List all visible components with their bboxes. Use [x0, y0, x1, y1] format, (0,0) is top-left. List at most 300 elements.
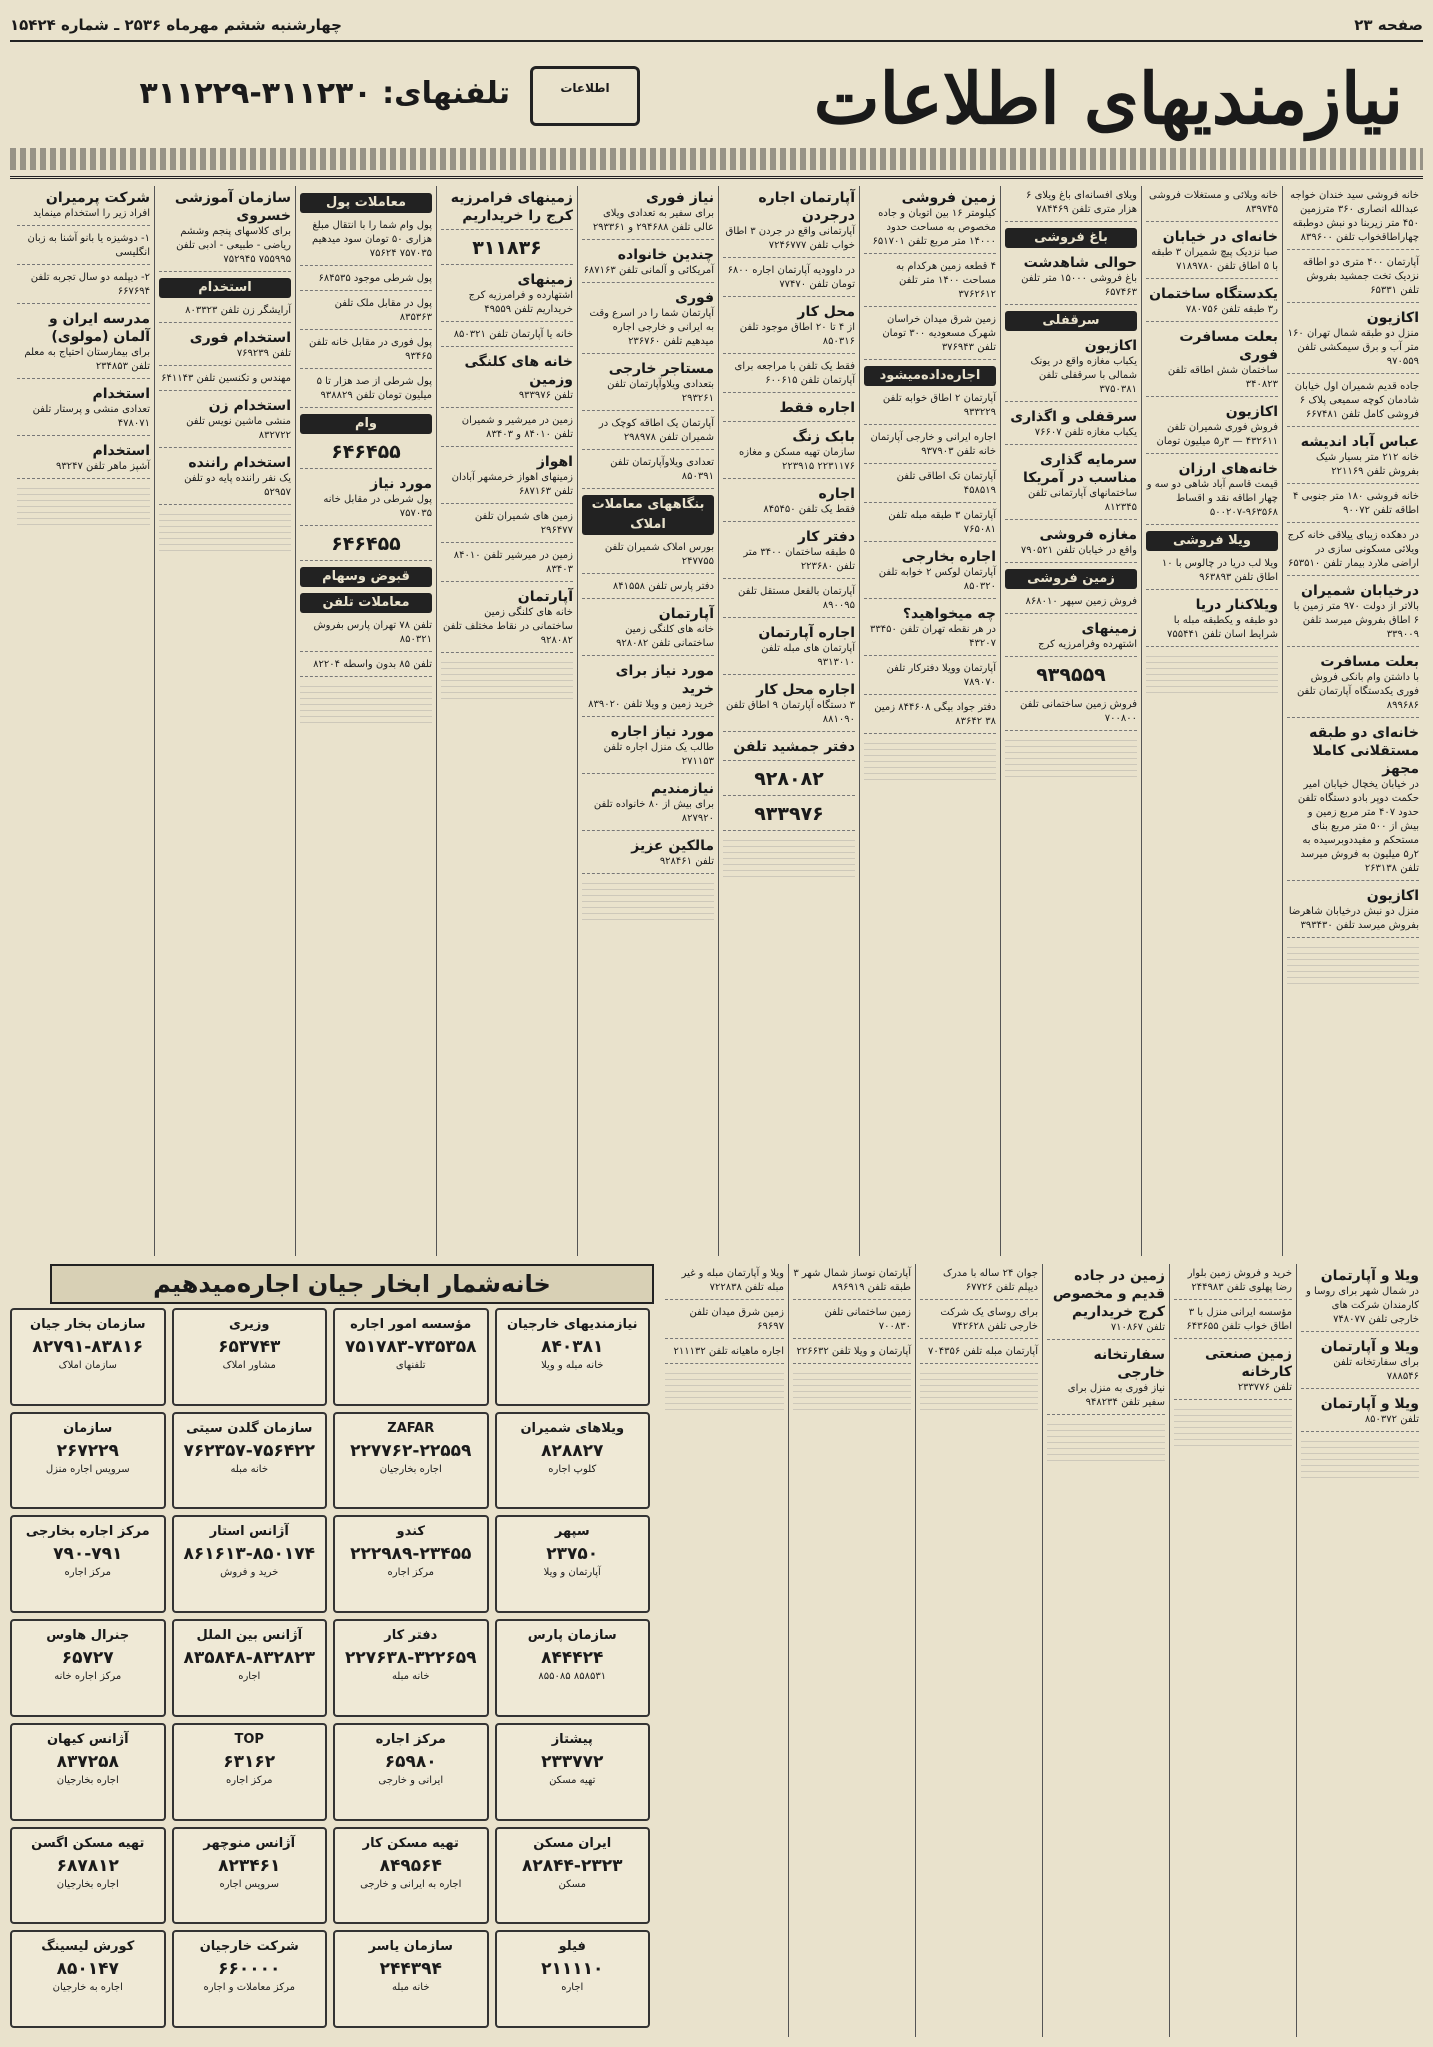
agency-name: TOP — [234, 1731, 264, 1747]
classified-ad — [17, 385, 150, 436]
ad-body: مهندس و تکنسین تلفن ۶۴۱۱۴۳ — [161, 373, 291, 384]
agency-ad-box — [333, 1515, 489, 1613]
agency-subtitle: سازمان املاک — [58, 1360, 117, 1371]
ad-body: ویلا لب دریا در چالوس با ۱۰ اطاق تلفن ۹۶۳۸۹۳ — [1161, 558, 1278, 583]
ad-body: پول وام شما را با انتقال مبلغ هزاری ۵۰ تومان سود میدهیم ۷۵۷۰۳۵ ۷۵۶۲۴ — [312, 220, 432, 259]
ad-body: آپارتمان ۴۰۰ متری دو اطاقه نزدیک تخت جمشید بفروش تلفن ۶۵۳۳۱ — [1302, 257, 1419, 296]
agency-phone: ۸۲۷۹۱-۸۳۸۱۶ — [32, 1337, 144, 1357]
classified-ad — [582, 417, 714, 450]
ad-body: ۱- دوشیزه یا بانو آشنا به زبان انگلیسی — [27, 233, 150, 258]
ad-body: آپارتمان و ویلا تلفن ۲۲۶۶۳۲ — [796, 1346, 911, 1357]
classified-ad — [723, 189, 855, 258]
classified-ad — [864, 431, 996, 464]
ad-body: دفتر جواد بیگی ۸۴۴۶۰۸ زمین ۳۸ ۸۳۶۴۲ — [874, 702, 996, 727]
ad-body: برای بیمارستان احتیاج به معلم تلفن ۲۳۴۸۵۳ — [24, 347, 150, 372]
agency-subtitle: سرویس اجاره منزل — [45, 1463, 130, 1475]
ad-headline: نیاز فوری — [646, 190, 714, 206]
agency-ad-box — [495, 1723, 651, 1821]
section-heading: باغ فروشی — [1005, 228, 1137, 248]
agency-subtitle: اجاره بخارجیان — [379, 1463, 442, 1475]
ad-body: آشپز ماهر تلفن ۹۳۲۴۷ — [55, 461, 150, 472]
classified-ad — [864, 605, 996, 656]
classified-ad — [793, 1345, 911, 1364]
classified-column — [1042, 1264, 1169, 2037]
classified-ad — [1047, 1346, 1165, 1415]
agency-ad-box — [10, 1723, 166, 1821]
page-header-line — [10, 10, 1423, 42]
ad-body: در داوودیه آپارتمان اجاره ۶۸۰۰ تومان تلفن ۷۷۴۷۰ — [727, 265, 855, 290]
classified-ad — [864, 701, 996, 734]
classified-ad — [441, 414, 573, 447]
classified-ad — [17, 232, 150, 265]
ad-body: زمین شرق میدان تلفن ۶۹۶۹۷ — [689, 1307, 784, 1332]
classified-ad — [723, 767, 855, 796]
ad-headline: فوری — [675, 290, 714, 306]
classified-ad — [1005, 526, 1137, 563]
classified-ad — [300, 297, 432, 330]
classified-ad — [300, 272, 432, 291]
ad-phone-number: ۹۲۸۰۸۲ — [754, 768, 824, 790]
classified-ad — [1005, 189, 1137, 222]
agency-subtitle: اجاره بخارجیان — [56, 1774, 119, 1786]
classified-ad — [793, 1306, 911, 1339]
section-heading: معاملات پول — [300, 193, 432, 213]
agency-name: نیازمندیهای خارجیان — [506, 1317, 638, 1332]
classified-ad — [1287, 529, 1419, 576]
classified-ad — [582, 289, 714, 354]
classified-ad — [1146, 228, 1278, 279]
ad-body: صبا نزدیک پیچ شمیران ۳ طبقه با ۵ اطاق تلفن ۷۱۸۹۷۸۰ — [1151, 247, 1278, 272]
ad-body: منزل دو نبش درخیابان شاهرضا بفروش میرسد تلفن ۳۹۳۴۳۰ — [1288, 906, 1419, 931]
ad-body: بالاتر از دولت ۹۷۰ متر زمین با ۶ اطاق بفروش میرسد تلفن ۳۳۹۰۰۹ — [1293, 601, 1419, 640]
ad-headline: ویلا و آپارتمان — [1320, 1396, 1419, 1412]
ad-body: زمینهای اهواز خرمشهر آبادان تلفن ۶۸۷۱۶۳ — [451, 472, 573, 497]
section-heading: قبوض وسهام — [300, 567, 432, 587]
ad-headline: اکازیون — [1366, 888, 1419, 904]
classified-ad — [300, 440, 432, 469]
ad-body: خانه های کلنگی زمین ساختمانی در نقاط مختلف تلفن ۹۲۸۰۸۲ — [443, 607, 573, 646]
ad-headline: ویلا و آپارتمان — [1320, 1268, 1419, 1284]
ad-headline: ویلاکنار دریا — [1195, 597, 1278, 613]
agency-ad-box — [172, 1723, 328, 1821]
agency-phone: ۶۵۳۷۴۳ — [218, 1337, 281, 1357]
ad-body: اجاره ایرانی و خارجی آپارتمان خانه تلفن ۹۳۷۹۰۳ — [870, 432, 996, 457]
fine-print-filler — [920, 1370, 1038, 1410]
agency-ad-box — [172, 1412, 328, 1510]
classified-ad — [441, 353, 573, 408]
agency-ad-box — [333, 1619, 489, 1717]
agency-subtitle: خانه مبله و ویلا — [541, 1360, 604, 1371]
newspaper-page — [10, 10, 1423, 2037]
ad-headline: درخیابان شمیران — [1301, 583, 1419, 599]
classified-ad — [582, 360, 714, 411]
agency-subtitle: اجاره — [561, 1982, 584, 1994]
classified-ad — [920, 1267, 1038, 1300]
classified-ad — [793, 1267, 911, 1300]
classified-ad — [665, 1267, 784, 1300]
agency-ad-box — [333, 1930, 489, 2028]
agency-name: مؤسسه امور اجاره — [350, 1317, 472, 1332]
masthead — [10, 46, 1423, 179]
ad-body: ۵ طبقه ساختمان ۳۴۰۰ متر تلفن ۲۲۳۶۸۰ — [743, 547, 855, 572]
agency-ad-box — [172, 1515, 328, 1613]
agencies-banner: خانه‌شمار ابخار جیان اجاره‌میدهیم — [50, 1264, 654, 1304]
agency-subtitle: مرکز اجاره — [387, 1567, 434, 1579]
ad-body: آپارتمانی واقع در جردن ۳ اطاق خواب تلفن ۷۲۴۶۷۷۷ — [725, 226, 855, 251]
agency-phone: ۲۳۷۵۰ — [546, 1544, 599, 1565]
classified-ad — [1287, 309, 1419, 374]
agency-ad-box — [495, 1412, 651, 1510]
ad-body: زمین های شمیران تلفن ۲۹۶۴۷۷ — [474, 511, 573, 536]
agency-ad-box — [172, 1308, 328, 1406]
agency-name: سازمان پارس — [527, 1628, 617, 1644]
agency-subtitle: اجاره بخارجیان — [56, 1878, 119, 1890]
agency-phone: ۷۹۰-۷۹۱ — [53, 1544, 123, 1565]
classified-ad — [1005, 337, 1137, 402]
ad-body: ۲- دیپلمه دو سال تجربه تلفن ۶۶۷۶۹۴ — [30, 272, 150, 297]
ad-body: کیلومتر ۱۶ بین اتوبان و جاده مخصوص به مساحت حدود ۱۴۰۰۰ متر مربع تلفن ۶۵۱۷۰۱ — [872, 208, 996, 247]
classified-ad — [864, 313, 996, 360]
ad-headline: نیازمندیم — [651, 781, 714, 797]
ad-body: در دهکده زیبای ییلاقی خانه کرج ویلائی مسکونی سازی در اراضی ملارد بیمار تلفن ۶۵۳۵۱۰ — [1287, 530, 1419, 569]
ad-headline: اکازیون — [1366, 310, 1419, 326]
agency-subtitle: مسکن — [558, 1878, 586, 1890]
classified-column — [13, 186, 154, 1256]
agency-name: کندو — [396, 1524, 425, 1540]
classified-ad — [582, 456, 714, 489]
agency-phone: ۲۶۷۲۲۹ — [56, 1440, 119, 1461]
ad-body: جوان ۲۴ ساله با مدرک دیپلم تلفن ۶۷۷۲۶ — [943, 1268, 1038, 1293]
ad-headline: استخدام — [92, 386, 150, 402]
classified-ad — [723, 399, 855, 422]
classified-ad — [300, 219, 432, 266]
classified-column — [718, 186, 859, 1256]
classified-ad — [17, 189, 150, 226]
ad-body: افراد زیر را استخدام مینماید — [33, 208, 150, 219]
ad-headline: سفارتخانه خارجی — [1093, 1347, 1165, 1381]
ad-headline: مورد نیاز برای خرید — [615, 663, 714, 697]
ad-headline: اهواز — [536, 454, 573, 470]
agency-ad-box — [495, 1930, 651, 2028]
ad-headline: ویلا و آپارتمان — [1320, 1339, 1419, 1355]
classified-ad — [1287, 189, 1419, 250]
classified-ad — [723, 624, 855, 675]
agency-ad-box — [333, 1308, 489, 1406]
ad-body: تعدادی منشی و پرستار تلفن ۴۷۸۰۷۱ — [32, 404, 150, 429]
ad-body: ویلا و آپارتمان مبله و غیر مبله تلفن ۷۲۲۸۳۸ — [681, 1268, 784, 1293]
ad-body: با داشتن وام بانکی فروش فوری یکدستگاه آپارتمان تلفن ۸۹۹۶۸۶ — [1296, 672, 1419, 711]
ad-headline: بعلت مسافرت — [1320, 654, 1419, 670]
fine-print-filler — [1174, 1406, 1292, 1446]
agency-ad-box — [495, 1619, 651, 1717]
ad-body: آپارتمان لوکس ۲ خوابه تلفن ۸۵۰۳۲۰ — [878, 567, 996, 592]
ad-body: فقط یک تلفن ۸۴۵۴۵۰ — [763, 504, 855, 515]
ad-headline: بعلت مسافرت فوری — [1179, 329, 1278, 363]
agency-phone: ۲۲۷۶۳۸-۳۲۲۶۵۹ — [344, 1648, 477, 1669]
agency-subtitle: تهیه مسکن — [549, 1774, 596, 1786]
ad-body: خانه فروشی سید خندان خواجه عبدالله انصاری ۳۶۰ مترزمین ۴۵۰ متر زیربنا دو نبش دوطبقه چهاراطاقخواب تلفن ۸۳۹۶۰۰ — [1290, 190, 1419, 243]
ad-body: برای سفارتخانه تلفن ۷۸۸۵۴۶ — [1333, 1357, 1419, 1382]
classified-column — [1282, 186, 1423, 1256]
classified-ad — [1287, 490, 1419, 523]
ad-body: یکباب مغازه تلفن ۷۶۶۰۷ — [1034, 427, 1137, 438]
ad-headline: اکازیون — [1084, 338, 1137, 354]
ad-body: خانه فروشی ۱۸۰ متر جنوبی ۴ اطاقه تلفن ۹۰۰۷۲ — [1293, 491, 1419, 516]
ad-headline: محل کار — [797, 304, 855, 320]
classified-ad — [1005, 620, 1137, 657]
classified-ad — [1005, 451, 1137, 520]
agency-name: مرکز اجاره بخارجی — [25, 1524, 150, 1540]
ad-body: تلفن ۹۲۸۴۶۱ — [659, 856, 714, 867]
agency-name: ZAFAR — [387, 1420, 435, 1436]
fine-print-filler — [1047, 1421, 1165, 1461]
ad-body: آپارتمان تک اطاقی تلفن ۴۵۸۵۱۹ — [896, 471, 996, 496]
agency-subtitle: مرکز اجاره — [64, 1567, 111, 1579]
ad-body: پول شرطی موجود ۶۸۴۵۳۵ — [318, 273, 432, 284]
ad-headline: اجاره آپارتمان — [758, 625, 855, 641]
ad-body: ویلای افسانه‌ای باغ ویلای ۶ هزار متری تلفن ۷۸۴۴۶۹ — [1026, 190, 1137, 215]
ad-headline: خانه‌ای در خیابان — [1162, 229, 1278, 245]
classified-ad — [864, 509, 996, 542]
agency-name: سپهر — [554, 1524, 590, 1540]
ad-body: تلفن ۷۶۹۲۳۹ — [236, 348, 291, 359]
ad-body: زمین در میرشیر تلفن ۸۴۰۱۰ ۸۳۴۰۳ — [453, 550, 573, 575]
masthead-phones: تلفنهای: ۳۱۱۲۳۰-۳۱۱۲۲۹ — [139, 76, 510, 111]
ad-headline: سرمایه گذاری مناسب در آمریکا — [1022, 452, 1137, 486]
ad-body: خانه ویلائی و مستغلات فروشی ۸۳۹۷۴۵ — [1149, 190, 1278, 215]
fine-print-filler — [665, 1370, 784, 1410]
agency-phone: ۸۴۰۳۸۱ — [541, 1337, 604, 1357]
agency-name: وزیری — [229, 1317, 270, 1332]
classified-ad — [582, 189, 714, 240]
agency-phone: ۸۵۰۱۴۷ — [56, 1959, 119, 1980]
classified-ad — [864, 189, 996, 254]
ad-body: از ۴ تا ۲۰ اطاق موجود تلفن ۸۵۰۳۱۶ — [739, 322, 855, 347]
ad-body: فقط یک تلفن با مراجعه برای آپارتمان تلفن ۶۰۰۶۱۵ — [734, 361, 855, 386]
agency-subtitle: آپارتمان و ویلا — [543, 1567, 601, 1579]
classified-ad — [1005, 408, 1137, 445]
ad-headline: چندین خانواده — [617, 247, 714, 263]
ad-body: آپارتمان مبله تلفن ۷۰۴۳۵۶ — [928, 1346, 1038, 1357]
fine-print-filler — [441, 659, 573, 699]
ad-body: برای کلاسهای پنجم وششم ریاضی - طبیعی - ادبی تلفن ۷۵۵۹۹۵ ۷۵۲۹۴۵ — [176, 226, 291, 265]
classified-ad — [1174, 1267, 1292, 1300]
fine-print-filler — [1146, 653, 1278, 693]
classified-ad — [17, 310, 150, 379]
classified-ad — [300, 532, 432, 561]
ad-headline: زمین صنعتی کارخانه — [1205, 1346, 1292, 1380]
ad-headline: اجاره محل کار — [756, 682, 855, 698]
classified-ad — [1146, 557, 1278, 590]
agency-name: ایران مسکن — [533, 1835, 612, 1851]
classified-column — [661, 1264, 788, 2037]
agency-phone: ۲۲۲۹۸۹-۲۳۴۵۵ — [350, 1544, 472, 1565]
agency-ad-box — [10, 1930, 166, 2028]
agency-subtitle: اجاره — [238, 1671, 261, 1683]
agency-ad-box — [495, 1515, 651, 1613]
fine-print-filler — [1005, 737, 1137, 777]
classified-ad — [723, 585, 855, 618]
classified-ad — [582, 723, 714, 774]
ad-phone-number: ۹۳۹۵۵۹ — [1036, 664, 1106, 686]
classified-ad — [864, 392, 996, 425]
ad-body: باغ‌ فروشی ۱۵۰۰۰ متر تلفن ۶۵۷۴۶۳ — [1021, 273, 1137, 298]
classified-ad — [1287, 653, 1419, 718]
classified-ad — [1287, 433, 1419, 484]
agency-box-grid — [10, 1308, 650, 2028]
classified-ad — [159, 189, 291, 272]
ad-headline: اجاره بخارجی — [901, 549, 996, 565]
agency-subtitle: مشاور املاک — [222, 1360, 276, 1371]
ad-body: برای بیش از ۸۰ خانواده تلفن ۸۲۷۹۲۰ — [593, 799, 714, 824]
ad-headline: زمینهای — [517, 272, 573, 288]
agency-subtitle: ۸۵۸۵۳۱ ۸۵۵۰۸۵ — [538, 1671, 607, 1683]
agency-ad-box — [495, 1827, 651, 1925]
agency-ad-box — [333, 1412, 489, 1510]
ad-headline: اکازیون — [1225, 404, 1278, 420]
agency-name: سازمان یاسر — [368, 1939, 453, 1955]
classified-column — [788, 1264, 915, 2037]
classified-columns — [10, 186, 1423, 1256]
ad-body: پول در مقابل ملک تلفن ۸۳۵۳۶۳ — [334, 298, 432, 323]
ad-body: نیاز فوری به منزل برای سفیر تلفن ۹۴۸۲۳۴ — [1067, 1383, 1165, 1408]
ad-headline: مالکین عزیز — [631, 838, 714, 854]
ad-body: منشی ماشین نویس تلفن ۸۳۲۷۲۲ — [186, 416, 291, 441]
agency-phone: ۸۲۸۸۲۷ — [541, 1440, 604, 1461]
ad-headline: سازمان آموزشی خسروی — [174, 190, 291, 224]
classified-ad — [723, 681, 855, 732]
agency-ad-box — [10, 1308, 166, 1406]
ad-headline: مدرسه ایران و آلمان (مولوی) — [48, 311, 150, 345]
ad-body: مؤسسه ایرانی منزل با ۳ اطاق خواب تلفن ۶۴۳۶۵۵ — [1186, 1307, 1292, 1332]
ad-body: اشتهارده و فرامرزیه کرج خریداریم تلفن ۴۹۵۵۹ — [468, 290, 573, 315]
classified-ad — [582, 837, 714, 874]
classified-ad — [864, 662, 996, 695]
ad-headline: خانه های کلنگی وزمین — [464, 354, 573, 388]
agency-name: آژانس استار — [209, 1524, 289, 1540]
agency-phone: ۶۶۰۰۰۰ — [218, 1959, 281, 1980]
classified-ad — [441, 453, 573, 504]
ad-body: جاده قدیم شمیران اول خیابان شادمان کوچه سمیعی پلاک ۶ فروشی کامل تلفن ۶۶۷۴۸۱ — [1294, 381, 1419, 420]
ad-body: بتعدادی ویلاوآپارتمان تلفن ۲۹۳۲۶۱ — [607, 379, 714, 404]
fine-print-filler — [300, 683, 432, 723]
agency-ad-box — [10, 1515, 166, 1613]
classified-column — [295, 186, 436, 1256]
section-heading: زمین فروشی — [1005, 569, 1137, 589]
agency-subtitle: اجاره به خارجیان — [52, 1982, 123, 1994]
fine-print-filler — [159, 511, 291, 551]
ad-body: خرید زمین و ویلا تلفن ۸۳۹۰۲۰ — [588, 699, 714, 710]
classified-column — [1141, 186, 1282, 1256]
issue-date: چهارشنبه ششم مهرماه ۲۵۳۶ ـ شماره ۱۵۴۲۴ — [10, 16, 342, 34]
classified-ad — [1287, 724, 1419, 881]
ad-body: یکباب مغازه واقع در یونک شمالی با سرقفلی تلفن ۳۷۵۰۳۸۱ — [1030, 356, 1137, 395]
agency-phone: ۷۵۱۷۸۳-۷۳۵۳۵۸ — [344, 1337, 477, 1357]
agency-name: تهیه مسکن کار — [362, 1835, 459, 1851]
ad-headline: مورد نیاز اجاره — [610, 724, 714, 740]
ad-headline: زمینهای — [1081, 621, 1137, 637]
ad-body: فروش زمین سپهر ۸۶۸۰۱۰ — [1025, 596, 1137, 607]
classified-ad — [159, 304, 291, 323]
classified-ad — [723, 528, 855, 579]
agency-phone: ۸۲۸۴۴-۲۳۲۳ — [522, 1855, 623, 1876]
agency-subtitle: تلفنهای — [395, 1360, 426, 1371]
classified-column — [1296, 1264, 1423, 2037]
agency-name: مرکز اجاره — [375, 1731, 446, 1747]
classified-column — [577, 186, 718, 1256]
ad-body: اجاره ماهیانه تلفن ۲۱۱۱۳۲ — [673, 1346, 784, 1357]
ad-headline: حوالی شاهدشت — [1023, 255, 1137, 271]
classified-ad — [17, 442, 150, 479]
ad-headline: آپارتمان — [517, 589, 573, 605]
ad-body: تلفن ۸۵ بدون واسطه ۸۲۲۰۴ — [313, 659, 432, 670]
classified-ad — [1174, 1345, 1292, 1400]
ad-body: تلفن ۲۳۳۷۷۶ — [1237, 1382, 1292, 1393]
classified-ad — [1287, 887, 1419, 938]
ad-body: زمین ساختمانی تلفن ۷۰۰۸۳۰ — [824, 1307, 911, 1332]
ad-headline: دفتر کار — [797, 529, 855, 545]
classified-ad — [441, 549, 573, 582]
ad-headline: دفتر جمشید تلفن — [733, 739, 855, 755]
ad-body: تلفن ۸۵۰۳۷۲ — [1364, 1414, 1419, 1425]
ad-headline: آپارتمان — [658, 606, 714, 622]
ad-headline: زمین فروشی — [901, 190, 996, 206]
ad-headline: عباس آباد اندیشه — [1300, 434, 1419, 450]
classified-ad — [1005, 663, 1137, 692]
classified-column — [154, 186, 295, 1256]
agency-subtitle: اجاره به ایرانی و خارجی — [360, 1878, 462, 1890]
classified-ad — [159, 329, 291, 366]
masthead-title: نیازمندیهای اطلاعات — [813, 57, 1403, 140]
ad-headline: شرکت پرمیران — [45, 190, 150, 206]
classified-ad — [1301, 1267, 1419, 1332]
ad-body: برای سفیر به تعدادی ویلای عالی تلفن ۲۹۴۶۸۸ و ۲۹۳۳۶۱ — [592, 208, 714, 233]
classified-ad — [723, 738, 855, 761]
ad-body: سازمان تهیه مسکن و مغازه ۲۲۳۱۱۷۶ ۲۲۳۹۱۵ — [738, 447, 855, 472]
agency-subtitle: خرید و فروش — [220, 1567, 279, 1579]
agency-phone: ۸۲۳۴۶۱ — [218, 1855, 281, 1876]
fine-print-filler — [17, 485, 150, 525]
classified-ad — [300, 658, 432, 677]
agency-ad-box — [10, 1619, 166, 1717]
classified-ad — [1301, 1338, 1419, 1389]
classified-ad — [1301, 1395, 1419, 1432]
agency-subtitle: کلوپ اجاره — [548, 1463, 597, 1475]
classified-ad — [159, 372, 291, 391]
agency-name: سازمان گلدن سیتی — [186, 1420, 313, 1436]
classified-ad — [441, 510, 573, 543]
ad-body: آپارتمان نوساز شمال شهر ۳ طبقه تلفن ۸۹۶۹۱۹ — [793, 1268, 911, 1293]
agency-name: پیشتاز — [551, 1731, 593, 1747]
classified-ad — [441, 189, 573, 230]
bottom-classified-columns — [660, 1264, 1423, 2037]
classified-ad — [441, 236, 573, 265]
classified-ad — [1146, 403, 1278, 454]
classified-ad — [300, 475, 432, 526]
fine-print-filler — [723, 837, 855, 877]
masthead-decorative-strip — [10, 148, 1423, 170]
classified-ad — [1287, 256, 1419, 303]
ad-body: ۴ قطعه زمین هرکدام به مساحت ۱۴۰۰ متر تلفن ۳۷۶۲۶۱۲ — [896, 261, 996, 300]
classified-ad — [864, 470, 996, 503]
ad-body: زمین در میرشیر و شمیران تلفن ۸۴۰۱۰ و ۸۳۴۰۳ — [461, 415, 573, 440]
ad-body: تلفن ۷۸ تهران پارس بفروش ۸۵۰۳۲۱ — [313, 620, 432, 645]
agency-phone: ۲۴۴۳۹۴ — [379, 1959, 442, 1980]
ad-headline: بابک زنگ — [792, 429, 855, 445]
ad-body: دو طبقه و یکطبقه مبله با شرایط اسان تلفن ۷۵۵۴۴۱ — [1166, 615, 1278, 640]
ad-headline: خانه‌ای دو طبقه مستقلانی کاملا مجهز — [1309, 725, 1419, 777]
ad-phone-number: ۶۴۶۴۵۵ — [331, 441, 401, 463]
